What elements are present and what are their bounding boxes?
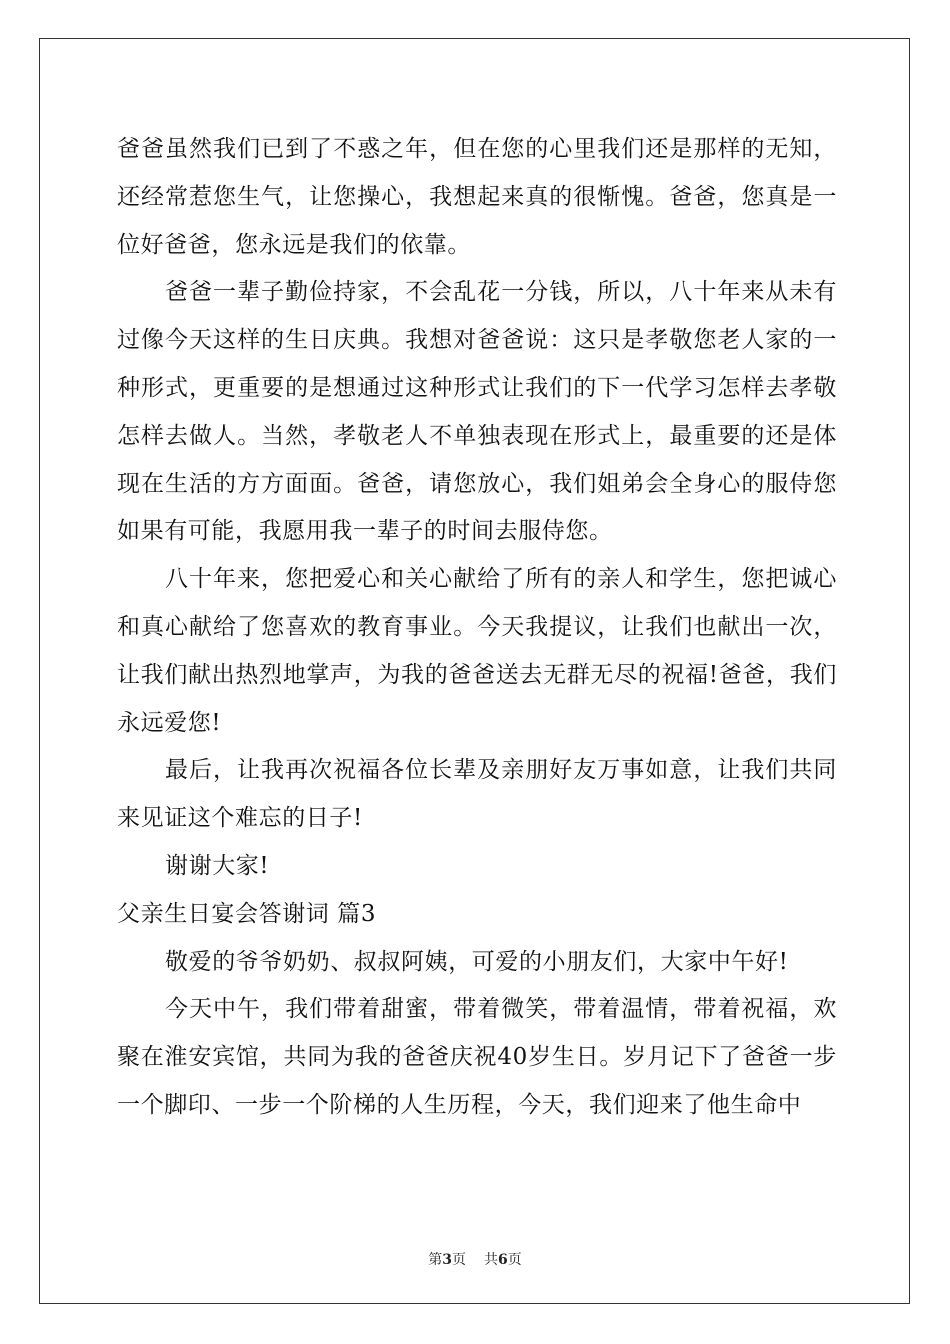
- paragraph-5: 谢谢大家!: [165, 852, 270, 879]
- page-number: 3: [442, 1252, 452, 1268]
- document-body: [117, 126, 837, 1130]
- paragraph-4: 最后，让我再次祝福各位长辈及亲朋好友万事如意，让我们共同来见证这个难忘的日子!: [117, 757, 837, 832]
- total-pages: 6: [498, 1252, 508, 1268]
- paragraph-3: 八十年来，您把爱心和关心献给了所有的亲人和学生，您把诚心和真心献给了您喜欢的教育事业。今天我提议，让我们也献出一次，让我们献出热烈地掌声，为我的爸爸送去无群无尽的祝福!爸爸，我们永远爱您!: [117, 566, 837, 736]
- page-prefix: 第: [428, 1252, 443, 1268]
- paragraph-6: 敬爱的爷爷奶奶、叔叔阿姨，可爱的小朋友们，大家中午好!: [165, 948, 789, 975]
- total-suffix: 页: [507, 1252, 522, 1268]
- page-suffix: 页: [452, 1252, 466, 1268]
- section-heading: 父亲生日宴会答谢词 篇3: [117, 900, 377, 927]
- paragraph-2: 爸爸一辈子勤俭持家，不会乱花一分钱，所以，八十年来从未有过像今天这样的生日庆典。我想对爸爸说：这只是孝敬您老人家的一种形式，更重要的是想通过这种形式让我们的下一代学习怎样去孝敬怎样去做人。当然，孝敬老人不单独表现在形式上，最重要的还是体现在生活的方方面面。爸爸，请您放心，我们姐弟会全身心的服侍您如果有可能，我愿用我一辈子的时间去服侍您。: [117, 279, 837, 545]
- page-footer: [0, 1249, 950, 1269]
- paragraph-7: 今天中午，我们带着甜蜜，带着微笑，带着温情，带着祝福，欢聚在淮安宾馆，共同为我的爸爸庆祝40岁生日。岁月记下了爸爸一步一个脚印、一步一个阶梯的人生历程，今天，我们迎来了他生命中: [117, 996, 837, 1118]
- paragraph-1: 爸爸虽然我们已到了不惑之年，但在您的心里我们还是那样的无知，还经常惹您生气，让您操心，我想起来真的很惭愧。爸爸，您真是一位好爸爸，您永远是我们的依靠。: [117, 136, 837, 258]
- total-prefix: 共: [484, 1252, 498, 1268]
